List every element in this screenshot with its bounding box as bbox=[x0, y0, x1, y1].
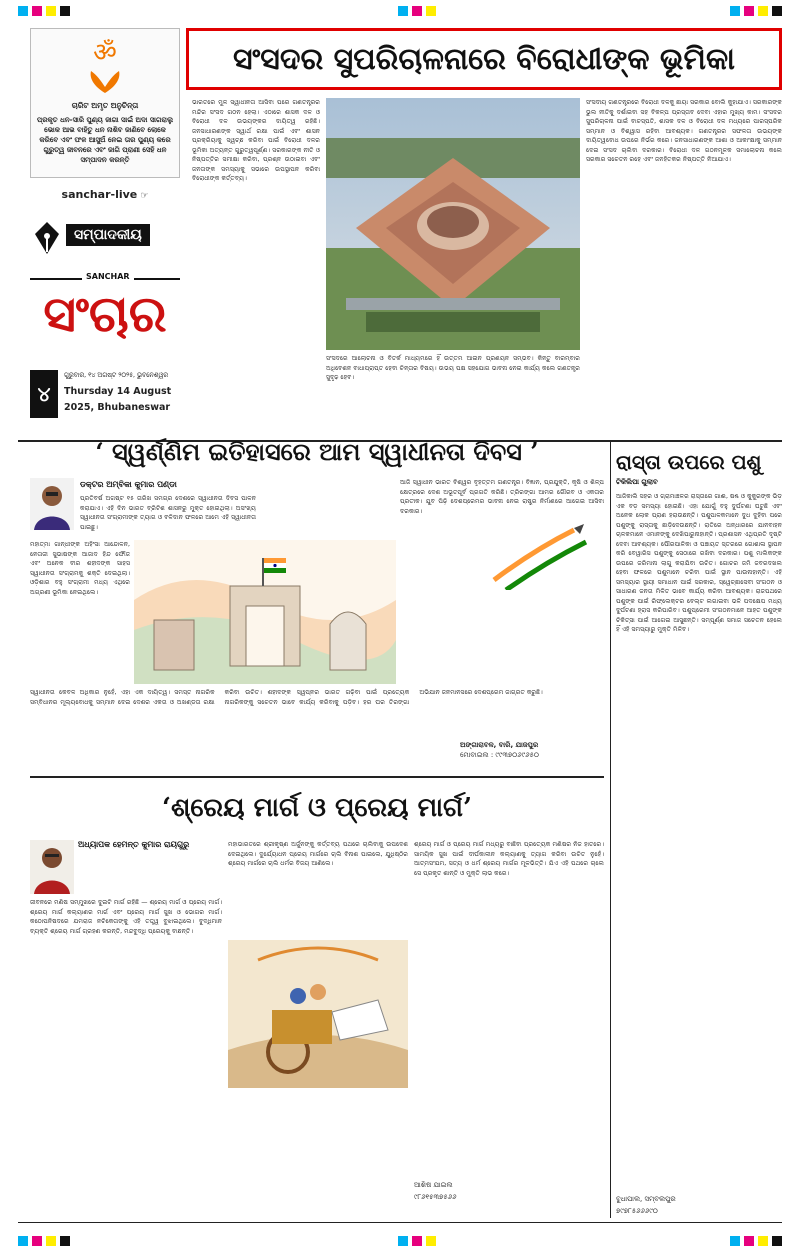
pen-nib-icon bbox=[30, 220, 64, 256]
article2-column-mid: ମହାଭାରତରେ ଶ୍ରୀକୃଷ୍ଣ ଅର୍ଜୁନଙ୍କୁ କର୍ତ୍ତବ୍ୟ ପଥରେ ଚାଲିବାକୁ ଉପଦେଶ ଦେଇଥିଲେ। ଦୁର୍ଯ୍ୟୋଧନ ପ୍ରେୟ ମାର୍ଗରେ ଚାଲି ବିନାଶ ପାଇଲେ, ଯୁଧିଷ୍ଠିର ଶ୍ରେୟ ମାର୍ଗରେ ଚାଲି ଧର୍ମର ବିଜୟ ଆଣିଲେ। bbox=[228, 841, 408, 867]
independence-illustration bbox=[134, 540, 396, 684]
lead-column-2: ସଂସଦରେ ଆଲୋଚନା ଓ ବିତର୍କ ମାଧ୍ୟମରେ ହିଁ ଉତ୍ତମ ଆଇନ ପ୍ରଣୟନ ସମ୍ଭବ। କିନ୍ତୁ ବାରମ୍ବାର ଅଧିବେଶନ ବାଧାପ୍ରାପ୍ତ ହେବା ଚିନ୍ତାର ବିଷୟ। ଉଭୟ ପକ୍ଷ ସହଯୋଗ ଭାବନା ନେଇ କାର୍ଯ୍ୟ କଲେ ଗଣତନ୍ତ୍ର ସୁଦୃଢ ହେବ। bbox=[326, 355, 580, 381]
site-link[interactable]: sanchar-live ☞ bbox=[61, 188, 149, 201]
cursor-icon: ☞ bbox=[137, 191, 149, 201]
section-label-block bbox=[30, 218, 180, 258]
article1-sign: ଅଙ୍ଗାରାବଳ, ବାରି, ଯାଜପୁର bbox=[460, 741, 539, 749]
article1-headline-box bbox=[30, 422, 604, 478]
article1-byline: ଡକ୍ଟର ଅମ୍ବିକା କୁମାର ପଣ୍ଡା bbox=[80, 480, 177, 489]
chariot-art bbox=[228, 940, 408, 1088]
article2-headline: ‘ଶ୍ରେୟ ମାର୍ଗ ଓ ପ୍ରେୟ ମାର୍ଗ’ bbox=[161, 793, 473, 823]
mahabharata-illustration bbox=[228, 940, 408, 1088]
brand-small: SANCHAR bbox=[82, 272, 134, 281]
author-portrait-icon bbox=[30, 478, 74, 530]
article2-column-mid-cont bbox=[228, 1090, 408, 1192]
jets-illustration bbox=[484, 520, 602, 590]
color-registration-bar-top bbox=[18, 6, 782, 18]
parliament-photo bbox=[326, 98, 580, 350]
masthead bbox=[30, 28, 180, 438]
air-show-icon bbox=[484, 520, 602, 590]
article1-column-right: ଆଜି ସ୍ୱାଧୀନ ଭାରତ ବିଶ୍ୱର ବୃହତ୍ତମ ଗଣତନ୍ତ୍ର। ବିଜ୍ଞାନ, ପ୍ରଯୁକ୍ତି, କୃଷି ଓ ଶିଳ୍ପ କ୍ଷେତ୍ରରେ ଦେଶ ଅଭୂତପୂର୍ବ ପ୍ରଗତି କରିଛି। ତ୍ରିରଙ୍ଗା ଆମର ଗୌରବ ଓ ଏକତାର ପ୍ରତୀକ। ଯୁବ ପିଢ଼ି ଦେଶପ୍ରେମର ଭାବନା ନେଇ ରାଷ୍ଟ୍ର ନିର୍ମାଣରେ ଆଗେଇ ଆସିବା ଦରକାର। bbox=[400, 479, 604, 515]
brand-logo bbox=[30, 264, 180, 360]
independence-day-art bbox=[134, 540, 396, 684]
article2-column-left: ଜୀବନରେ ମଣିଷ ସମ୍ମୁଖରେ ଦୁଇଟି ମାର୍ଗ ରହିଛି — ଶ୍ରେୟ ମାର୍ଗ ଓ ପ୍ରେୟ ମାର୍ଗ। ଶ୍ରେୟ ମାର୍ଗ କଲ୍ୟାଣର ମାର୍ଗ ଏବଂ ପ୍ରେୟ ମାର୍ଗ ସୁଖ ଓ ଭୋଗର ମାର୍ଗ। କଠୋପନିଷଦରେ ଯମରାଜ ନଚିକେତାଙ୍କୁ ଏହି ତତ୍ତ୍ୱ ବୁଝାଇଥିଲେ। ବୁଦ୍ଧିମାନ ବ୍ୟକ୍ତି ଶ୍ରେୟ ମାର୍ଗ ଗ୍ରହଣ କରନ୍ତି, ମନ୍ଦବୁଦ୍ଧି ପ୍ରେୟକୁ ବାଛନ୍ତି। bbox=[30, 899, 222, 935]
article1-phone: ମୋବାଇଲ : ୯୯୩୭୦୬୯୬୫୦ bbox=[460, 751, 539, 759]
article2-byline: ଅଧ୍ୟାପକ ହେମନ୍ତ କୁମାର ରାୟଗୁରୁ bbox=[78, 840, 190, 849]
article1-intro: ପ୍ରତିବର୍ଷ ଅଗଷ୍ଟ ୧୫ ତାରିଖ ସମଗ୍ର ଦେଶରେ ସ୍ୱାଧୀନତା ଦିବସ ପାଳନ କରାଯାଏ। ଏହି ଦିନ ଭାରତ ବ୍ରିଟିଶ ଶାସନରୁ ମୁକ୍ତ ହୋଇଥିଲା। ଅସଂଖ୍ୟ ସ୍ୱାଧୀନତା ସଂଗ୍ରାମୀଙ୍କ ତ୍ୟାଗ ଓ ବଳିଦାନ ଫଳରେ ଆମେ ଏହି ସ୍ୱାଧୀନତା ପାଇଛୁ। bbox=[80, 495, 256, 531]
article2-headline-box bbox=[30, 782, 604, 834]
article2-sign: ଆଶିଷ ଯାଇଲ bbox=[414, 1181, 453, 1189]
article2-phone: ୯୮୬୧୫୩୭୫୬୬ bbox=[414, 1193, 457, 1201]
editorial-section-label: ସମ୍ପାଦକୀୟ bbox=[66, 224, 150, 246]
color-registration-bar-bottom bbox=[18, 1236, 782, 1248]
article1-headline: ‘ ସ୍ୱର୍ଣ୍ଣିମ ଇତିହାସରେ ଆମ ସ୍ୱାଧୀନତା ଦିବସ ’ bbox=[95, 437, 539, 466]
date-english: Thursday 14 August 2025, Bhubaneswar bbox=[64, 386, 172, 413]
article3-sign: ବୁଧାପାଲ, ସମ୍ବଲପୁର bbox=[616, 1195, 676, 1203]
author-photo-1 bbox=[30, 478, 74, 530]
praying-hands-icon bbox=[85, 65, 125, 95]
lead-headline-box bbox=[186, 28, 782, 90]
page-number: ୪ bbox=[30, 370, 58, 418]
article2-column-right: ଶ୍ରେୟ ମାର୍ଗ ଓ ପ୍ରେୟ ମାର୍ଗ ମଧ୍ୟରୁ ବାଛିବା ପ୍ରତ୍ୟେକ ମଣିଷର ନିଜ ହାତରେ। ସାମୟିକ ସୁଖ ପାଇଁ ଦୀର୍ଘକାଳୀନ କଲ୍ୟାଣକୁ ତ୍ୟାଗ କରିବା ଉଚିତ ନୁହେଁ। ଆତ୍ମସଂଯମ, ସତ୍ୟ ଓ ଧର୍ମ ଶ୍ରେୟ ମାର୍ଗର ମୂଳଭିତ୍ତି। ଯିଏ ଏହି ପଥରେ ଚାଲେ ସେ ପ୍ରକୃତ ଶାନ୍ତି ଓ ମୁକ୍ତି ଲାଭ କରେ। bbox=[414, 841, 604, 877]
article3-headline: ରାସ୍ତା ଉପରେ ପଶୁ bbox=[616, 450, 762, 474]
article1-bottom: ସ୍ୱାଧୀନତା କେବଳ ଅଧିକାର ନୁହେଁ, ଏହା ଏକ ଦାୟିତ୍ୱ। ସମସ୍ତ ନାଗରିକ ସମ୍ବିଧାନର ମୂଲ୍ୟବୋଧକୁ ସମ୍ମାନ ଦେଇ ଦେଶର ଏକତା ଓ ଅଖଣ୍ଡତା ରକ୍ଷା କରିବା ଉଚିତ। ଶହୀଦଙ୍କ ସ୍ୱପ୍ନର ଭାରତ ଗଢ଼ିବା ପାଇଁ ପ୍ରତ୍ୟେକ ନାଗରିକଙ୍କୁ ସଚେତନ ଭାବେ କାର୍ଯ୍ୟ କରିବାକୁ ପଡ଼ିବ। ହର ଘର ତିରଙ୍ଗା ଅଭିଯାନ ଜନମାନସରେ ଦେଶପ୍ରେମ ଜାଗ୍ରତ କରୁଛି। bbox=[30, 689, 543, 706]
lead-column-3: ସଂସଦୀୟ ଗଣତନ୍ତ୍ରରେ ବିରୋଧୀ ଦଳକୁ ଛାୟା ସରକାର ବୋଲି କୁହାଯାଏ। ସରକାରଙ୍କ ଭୁଲ ନୀତିକୁ ଦର୍ଶାଇବା ସହ ବିକଳ୍ପ ପ୍ରସ୍ତାବ ଦେବା ଏହାର ମୁଖ୍ୟ କାମ। ସଂସଦର ସୁପରିଚାଳନା ପାଇଁ ବାଚସ୍ପତି, ଶାସକ ଦଳ ଓ ବିରୋଧୀ ଦଳ ମଧ୍ୟରେ ପାରସ୍ପରିକ ସମ୍ମାନ ଓ ବିଶ୍ୱାସ ରହିବା ଆବଶ୍ୟକ। ଗଣତନ୍ତ୍ରର ସଫଳତା ଉଭୟଙ୍କ ଦାୟିତ୍ୱବୋଧ ଉପରେ ନିର୍ଭର କରେ। ଜନସାଧାରଣଙ୍କ ଆଶା ଓ ଆକାଂକ୍ଷାକୁ ସମ୍ମାନ ଦେଇ ସଂସଦ ଚାଲିବା ଦରକାର। ବିରୋଧୀ ଦଳ ଗଠନମୂଳକ ସମାଲୋଚନା କଲେ ସରକାର ସଚେତନ ରହେ ଏବଂ ଜନହିତକର ନିଷ୍ପତ୍ତି ନିଆଯାଏ। bbox=[586, 99, 782, 163]
parliament-illustration bbox=[326, 98, 580, 350]
article3-byline: ଟିକିଲିପା ଗୁଲାବ bbox=[616, 478, 658, 486]
om-icon: ॐ bbox=[93, 38, 117, 68]
daily-quote: ପ୍ରକୃତ ଧନ-ସାରି ପୁଣ୍ୟ ଜାଗା ସାଇଁ ଅଦା ସାଗରାଲୁ ଭୋକ ଆଭ ବାହିତୁ ଧନ ନାଶିବ ଜାଣିବେ ଲୋକେ କରିବେ ଏବଂ ଫଳ ଆସୁଅଁ ନେଇ ତାର ପୁଣ୍ୟ କରେ ଗୁରୁତ୍ୱ ଜୀବନରେ ଏବଂ ଜାଗି ପ୍ରାଣୀ ସେହି ଧନ ସମ୍ପାଦନ କରନ୍ତି bbox=[36, 116, 174, 164]
quote-box bbox=[30, 28, 180, 178]
dateline bbox=[30, 370, 180, 422]
lead-column-1: ଭାରତରେ ମୁଳ ସ୍ୱାଧୀନତା ଆସିବା ପରେ ଗଣତନ୍ତ୍ରର ମନ୍ଦିର ସଂସଦ ଗଠନ ହେଲା। ଏଠାରେ ଶାସକ ଦଳ ଓ ବିରୋଧୀ ଦଳ ଉଭୟଙ୍କର ଦାୟିତ୍ୱ ରହିଛି। ଜନସାଧାରଣଙ୍କ ସ୍ୱାର୍ଥ ରକ୍ଷା ପାଇଁ ଏବଂ ଶାସନ ପ୍ରକ୍ରିୟାକୁ ସ୍ୱଚ୍ଛ କରିବା ପାଇଁ ବିରୋଧୀ ଦଳର ଭୂମିକା ଅତ୍ୟନ୍ତ ଗୁରୁତ୍ୱପୂର୍ଣ୍ଣ। ସରକାରଙ୍କ ନୀତି ଓ ନିଷ୍ପତ୍ତିର ସମୀକ୍ଷା କରିବା, ପ୍ରଶ୍ନ ଉଠାଇବା ଏବଂ ଜନତାଙ୍କ ସମସ୍ୟାକୁ ସଭାରେ ଉପସ୍ଥାପନ କରିବା ବିରୋଧୀଙ୍କ କର୍ତ୍ତବ୍ୟ। bbox=[192, 99, 320, 182]
article3-phone: ୭୯୭୮୫୬୬୬୯୦ bbox=[616, 1207, 658, 1215]
date-odia: ଗୁରୁବାର, ୧୪ ଅଗଷ୍ଟ ୨୦୨୫, ଭୁବନେଶ୍ୱର bbox=[64, 372, 168, 379]
tagline: ଚାରିଟ ଅମୃତ ଅନୁଚିନ୍ତା bbox=[71, 101, 139, 110]
article3-body: ଆଜିକାଲି ସହର ଓ ଗ୍ରାମାଞ୍ଚଳର ରାସ୍ତାରେ ଗାଈ, ଷଣ୍ଢ ଓ କୁକୁରଙ୍କ ଭିଡ଼ ଏକ ବଡ଼ ସମସ୍ୟା ହୋଇଛି। ଏହା ଯୋଗୁଁ ବହୁ ଦୁର୍ଘଟଣା ଘଟୁଛି ଏବଂ ଅନେକ ଲୋକ ପ୍ରାଣ ହରାଉଛନ୍ତି। ପଶୁପାଳକମାନେ ଦୁଧ ଦୁହିବା ପରେ ପଶୁଙ୍କୁ ରାସ୍ତାକୁ ଛାଡ଼ିଦେଉଛନ୍ତି। ରାତିରେ ଅନ୍ଧାରରେ ଯାନବାହନ ଚାଳକମାନେ ଏମାନଙ୍କୁ ଦେଖିପାରୁନାହାନ୍ତି। ପ୍ରଶାସନ ଏଥିପ୍ରତି ଦୃଷ୍ଟି ଦେବା ଆବଶ୍ୟକ। ପୌରପାଳିକା ଓ ପଞ୍ଚାୟତ ସ୍ତରରେ ଗୋଶାଳା ସ୍ଥାପନ କରି ବେୱାରିସ ପଶୁଙ୍କୁ ସେଠାରେ ରଖିବା ଦରକାର। ପଶୁ ମାଲିକଙ୍କ ଉପରେ ଜରିମାନା ଲାଗୁ କରାଯିବା ଉଚିତ। ଗୋଚର ଜମି ଜବରଦଖଲ ହେବା ଫଳରେ ପଶୁମାନେ ଚରିବା ପାଇଁ ସ୍ଥାନ ପାଉନାହାନ୍ତି। ଏହି ସମସ୍ୟାର ସ୍ଥାୟୀ ସମାଧାନ ପାଇଁ ସରକାର, ସ୍ୱେଚ୍ଛାସେବୀ ସଂଗଠନ ଓ ସାଧାରଣ ଜନତା ମିଳିତ ଭାବେ କାର୍ଯ୍ୟ କରିବା ଆବଶ୍ୟକ। ରାଜପଥରେ ପଶୁଙ୍କ ପାଇଁ ରିଫ୍ଲେକ୍ଟର ବେଲ୍ଟ ଲଗାଇବା ଭଳି ପଦକ୍ଷେପ ମଧ୍ୟ ଦୁର୍ଘଟଣା ହ୍ରାସ କରିପାରିବ। ପଶୁପ୍ରେମୀ ସଂଗଠନମାନେ ଆହତ ପଶୁଙ୍କ ଚିକିତ୍ସା ପାଇଁ ଆଗେଇ ଆସୁଛନ୍ତି। ସମ୍ପୂର୍ଣ୍ଣ ସମାଜ ସଚେତନ ହେଲେ ହିଁ ଏହି ସମସ୍ୟାରୁ ମୁକ୍ତି ମିଳିବ। bbox=[616, 493, 782, 633]
lead-headline: ସଂସଦର ସୁପରିଚାଳନାରେ ବିରୋଧୀଙ୍କ ଭୂମିକା bbox=[232, 42, 735, 77]
article1-column-left: ମହାତ୍ମା ଗାନ୍ଧୀଙ୍କ ଅହିଂସା ଆନ୍ଦୋଳନ, ନେତାଜୀ ସୁଭାଷଙ୍କ ଆଜାଦ ହିନ୍ଦ ଫୌଜ ଏବଂ ଅନେକ ବୀର ଶହୀଦଙ୍କ ସାହସ ସ୍ୱାଧୀନତା ସଂଗ୍ରାମକୁ ଶକ୍ତି ଦେଇଥିଲା। ଓଡ଼ିଶାର ବହୁ ସଂଗ୍ରାମୀ ମଧ୍ୟ ଏଥିରେ ଅଗ୍ରଣୀ ଭୂମିକା ନେଇଥିଲେ। bbox=[30, 541, 130, 596]
brand-name: ସଂଚାର bbox=[43, 285, 167, 343]
